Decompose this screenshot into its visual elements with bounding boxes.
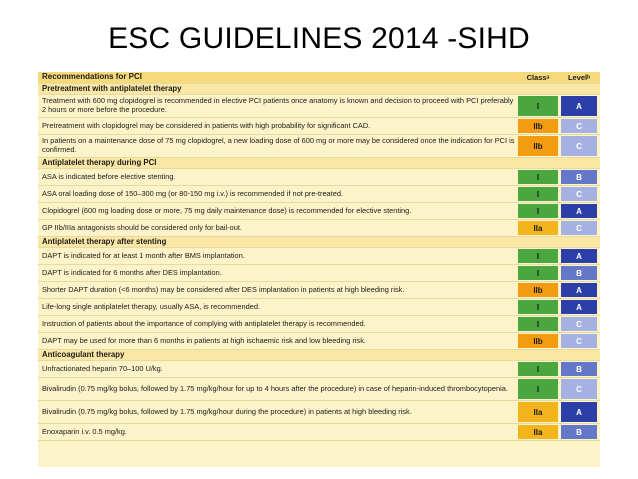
level-badge: B xyxy=(561,425,597,439)
header-recommendations-label: Recommendations for PCI xyxy=(42,72,143,82)
recommendation-row xyxy=(38,299,600,316)
section-title: Pretreatment with antiplatelet therapy xyxy=(42,83,182,93)
recommendation-row xyxy=(38,118,600,135)
recommendation-row xyxy=(38,282,600,299)
section-title: Antiplatelet therapy during PCI xyxy=(42,157,157,167)
header-level-label: Levelᵇ xyxy=(567,73,591,82)
section-title: Anticoagulant therapy xyxy=(42,349,125,359)
level-badge: C xyxy=(561,119,597,133)
recommendation-row xyxy=(38,424,600,441)
recommendation-row xyxy=(38,248,600,265)
recommendation-row xyxy=(38,186,600,203)
level-badge: B xyxy=(561,170,597,184)
recommendation-text: Bivalirudin (0.75 mg/kg bolus, followed by 1.75 mg/kg/hour for up to 4 hours after the procedure) in case of heparin-induced thrombocytopenia. xyxy=(42,383,508,393)
level-badge: A xyxy=(561,96,597,116)
recommendations-table xyxy=(38,72,600,467)
recommendation-row xyxy=(38,265,600,282)
class-badge: IIa xyxy=(518,425,558,439)
level-badge: C xyxy=(561,136,597,156)
class-badge: I xyxy=(518,379,558,399)
section-heading-row xyxy=(38,237,600,248)
recommendation-text: DAPT is indicated for 6 months after DES implantation. xyxy=(42,267,222,277)
section-heading-row xyxy=(38,350,600,361)
class-badge: I xyxy=(518,300,558,314)
recommendation-text: ASA oral loading dose of 150–300 mg (or 80-150 mg i.v.) is recommended if not pre-treated. xyxy=(42,188,343,198)
recommendation-text: ASA is indicated before elective stenting. xyxy=(42,171,176,181)
class-badge: IIa xyxy=(518,402,558,422)
recommendation-text: In patients on a maintenance dose of 75 mg clopidogrel, a new loading dose of 600 mg or more may be considered once the indication for PCI is confirmed. xyxy=(42,136,515,154)
class-badge: IIb xyxy=(518,136,558,156)
recommendation-text: DAPT may be used for more than 6 months in patients at high ischaemic risk and low bleeding risk. xyxy=(42,335,366,345)
recommendation-row xyxy=(38,135,600,158)
recommendation-row xyxy=(38,220,600,237)
recommendation-text: Unfractionated heparin 70–100 U/kg. xyxy=(42,363,163,373)
recommendation-text: DAPT is indicated for at least 1 month after BMS implantation. xyxy=(42,250,245,260)
class-badge: I xyxy=(518,266,558,280)
table-header-row xyxy=(38,72,600,84)
recommendation-text: Enoxaparin i.v. 0.5 mg/kg. xyxy=(42,426,127,436)
recommendation-text: Instruction of patients about the importance of complying with antiplatelet therapy is recommended. xyxy=(42,318,366,328)
slide-title: ESC GUIDELINES 2014 -SIHD xyxy=(108,22,530,55)
header-class-label: Classᵃ xyxy=(526,73,550,82)
class-badge: I xyxy=(518,96,558,116)
recommendation-row xyxy=(38,203,600,220)
class-badge: I xyxy=(518,204,558,218)
recommendation-row xyxy=(38,169,600,186)
level-badge: A xyxy=(561,283,597,297)
level-badge: A xyxy=(561,402,597,422)
class-badge: I xyxy=(518,317,558,331)
level-badge: C xyxy=(561,317,597,331)
level-badge: C xyxy=(561,379,597,399)
recommendation-text: Clopidogrel (600 mg loading dose or more, 75 mg daily maintenance dose) is recommended for elective stenting. xyxy=(42,205,412,215)
recommendation-row xyxy=(38,333,600,350)
recommendation-text: Shorter DAPT duration (<6 months) may be considered after DES implantation in patients at high bleeding risk. xyxy=(42,284,405,294)
class-badge: IIb xyxy=(518,283,558,297)
section-heading-row xyxy=(38,158,600,169)
level-badge: A xyxy=(561,300,597,314)
recommendation-text: Pretreatment with clopidogrel may be considered in patients with high probability for significant CAD. xyxy=(42,120,371,130)
level-badge: C xyxy=(561,187,597,201)
class-badge: I xyxy=(518,362,558,376)
class-badge: I xyxy=(518,187,558,201)
level-badge: A xyxy=(561,204,597,218)
recommendation-row xyxy=(38,95,600,118)
class-badge: I xyxy=(518,249,558,263)
section-heading-row xyxy=(38,84,600,95)
recommendation-text: Treatment with 600 mg clopidogrel is recommended in elective PCI patients once anatomy is known and decision to proceed with PCI preferably 2 hours or more before the procedure. xyxy=(42,96,514,114)
class-badge: IIb xyxy=(518,334,558,348)
level-badge: C xyxy=(561,334,597,348)
level-badge: C xyxy=(561,221,597,235)
recommendation-text: Bivalirudin (0.75 mg/kg bolus, followed by 1.75 mg/kg/hour during the procedure) in patients at high bleeding risk. xyxy=(42,406,412,416)
recommendation-row xyxy=(38,316,600,333)
class-badge: IIb xyxy=(518,119,558,133)
recommendation-text: GP IIb/IIIa antagonists should be considered only for bail-out. xyxy=(42,222,242,232)
recommendation-row xyxy=(38,361,600,378)
recommendation-row xyxy=(38,378,600,401)
level-badge: B xyxy=(561,362,597,376)
recommendation-text: Life-long single antiplatelet therapy, usually ASA, is recommended. xyxy=(42,301,261,311)
level-badge: A xyxy=(561,249,597,263)
section-title: Antiplatelet therapy after stenting xyxy=(42,236,167,246)
level-badge: B xyxy=(561,266,597,280)
class-badge: I xyxy=(518,170,558,184)
recommendation-row xyxy=(38,401,600,424)
class-badge: IIa xyxy=(518,221,558,235)
